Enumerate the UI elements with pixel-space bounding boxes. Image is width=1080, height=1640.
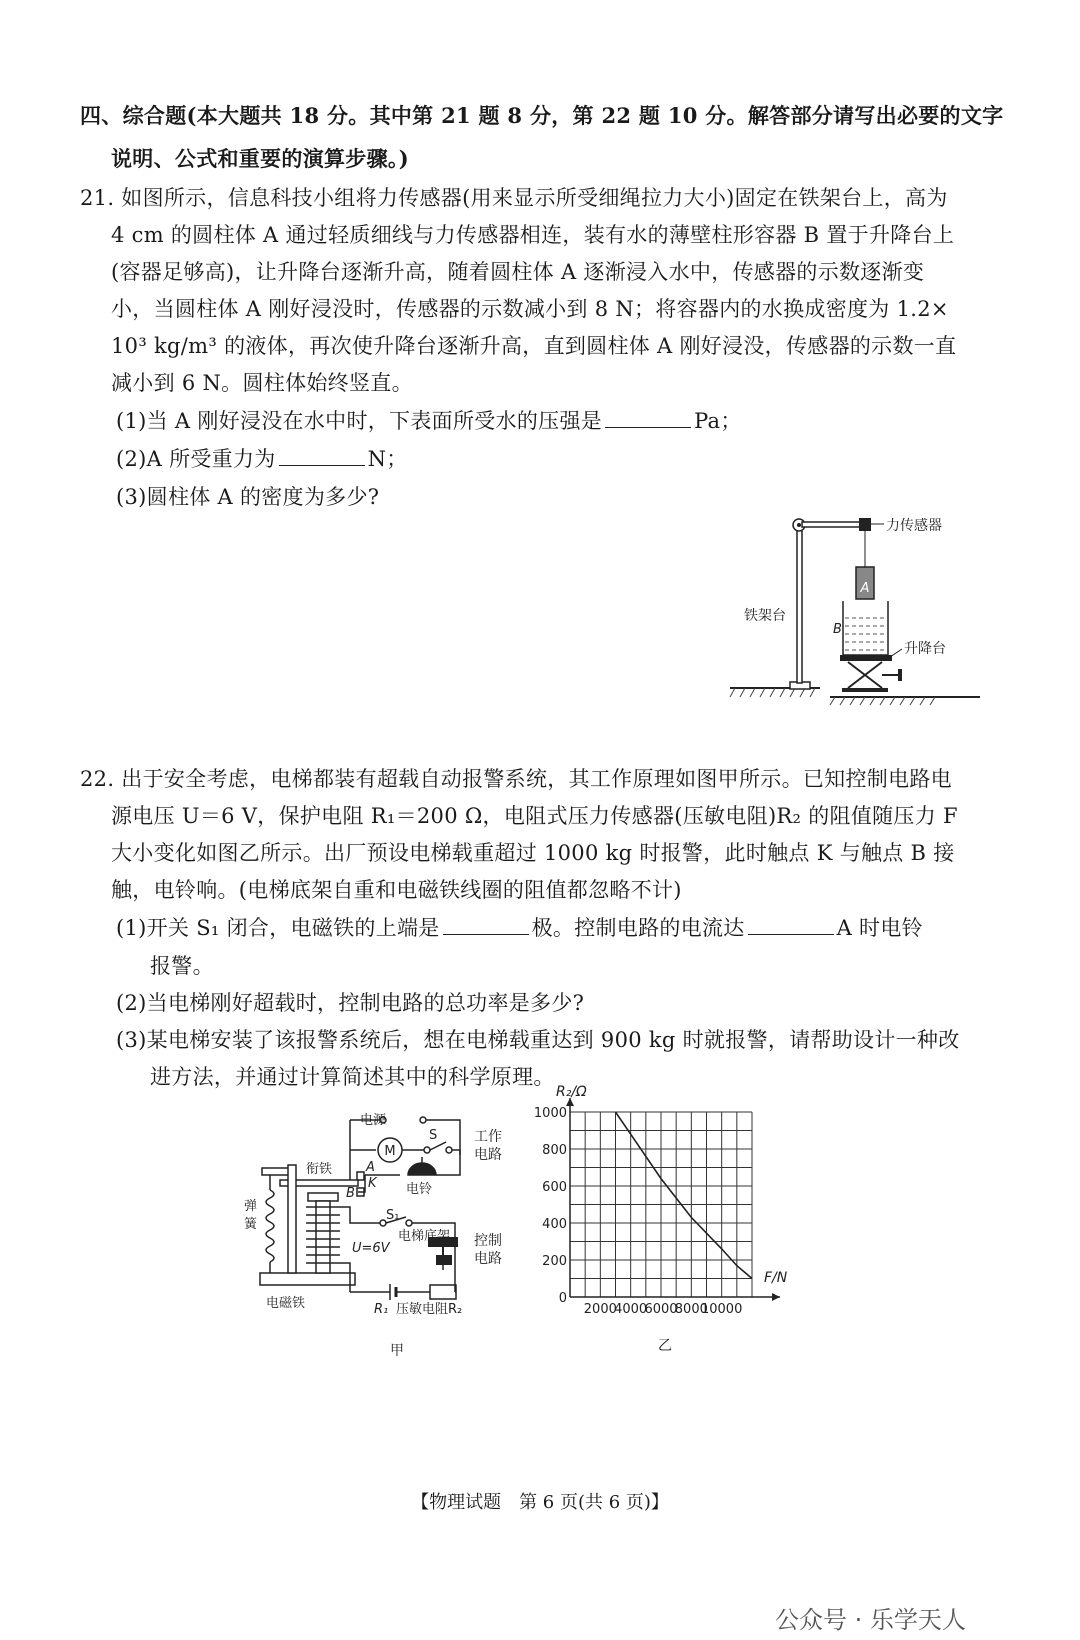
x-tick-label: 10000 xyxy=(700,1302,743,1317)
spring xyxy=(266,1190,274,1262)
base-label: 电梯底架 xyxy=(398,1229,451,1244)
chart-series xyxy=(616,1112,753,1279)
q21-sub3: (3)圆柱体 A 的密度为多少? xyxy=(116,485,380,509)
stand-rod xyxy=(797,525,802,683)
y-tick-label: 200 xyxy=(542,1254,567,1269)
r1-label: R₁ xyxy=(374,1302,389,1317)
x-tick-label: 6000 xyxy=(644,1302,678,1317)
q21-line: 小，当圆柱体 A 刚好浸没时，传感器的示数减小到 8 N；将容器内的水换成密度为 1.2× xyxy=(111,297,949,321)
x-tick-label: 8000 xyxy=(674,1302,708,1317)
y-axis-label: R₂/Ω xyxy=(556,1084,587,1100)
q21-line: 10³ kg/m³ 的液体，再次使升降台逐渐升高，直到圆柱体 A 刚好浸没，传感器的示数一直 xyxy=(111,334,957,358)
r2-force-graph xyxy=(533,1082,810,1362)
y-tick-label: 1000 xyxy=(533,1106,567,1121)
work-label-2: 电路 xyxy=(474,1147,502,1163)
work-label-1: 工作 xyxy=(474,1129,502,1145)
q22-line: 源电压 U＝6 V，保护电阻 R₁＝200 Ω，电阻式压力传感器(压敏电阻)R₂ 的阻值随压力 F xyxy=(111,804,958,828)
q22-sub1-post: A 时电铃 xyxy=(836,916,923,940)
q22-line: 触，电铃响。(电梯底架自重和电磁铁线圈的阻值都忽略不计) xyxy=(111,878,682,902)
q22-sub1-text: (1)开关 S₁ 闭合，电磁铁的上端是 xyxy=(116,916,440,940)
graph-caption: 乙 xyxy=(658,1338,672,1354)
sensor-label: 力传感器 xyxy=(886,518,942,534)
chart-grid xyxy=(570,1112,752,1297)
voltage-label: U=6V xyxy=(352,1241,390,1256)
contact-a-label: A xyxy=(366,1160,375,1175)
power-label: 电源 xyxy=(360,1113,387,1128)
answer-blank[interactable] xyxy=(748,918,834,935)
q21-line: 减小到 6 N。圆柱体始终竖直。 xyxy=(111,371,413,395)
spring-label-1: 弹 xyxy=(244,1199,258,1214)
r2-label: 压敏电阻R₂ xyxy=(396,1302,463,1317)
answer-blank[interactable] xyxy=(605,411,691,428)
q21-figure xyxy=(730,505,990,715)
series-line xyxy=(616,1112,753,1279)
q22-line: 大小变化如图乙所示。出厂预设电梯载重超过 1000 kg 时报警，此时触点 K 与触点 B 接 xyxy=(111,841,955,865)
q21-sub2-unit: N； xyxy=(367,447,408,471)
contact-k-label: K xyxy=(368,1176,377,1191)
cylinder-label: A xyxy=(860,581,870,596)
magnet-label: 电磁铁 xyxy=(266,1296,306,1311)
q21-sub1 xyxy=(116,405,742,435)
q22-sub3-line1: (3)某电梯安装了该报警系统后，想在电梯载重达到 900 kg 时就报警，请帮助设计一种改 xyxy=(116,1028,960,1052)
x-tick-label: 4000 xyxy=(614,1302,648,1317)
chart-ticks xyxy=(534,1106,742,1317)
q22-sub3-line2: 进方法，并通过计算简述其中的科学原理。 xyxy=(150,1065,555,1089)
section-title-line2: 说明、公式和重要的演算步骤。) xyxy=(111,146,409,171)
contact-b-label: B xyxy=(346,1186,355,1201)
motor-label: M xyxy=(384,1144,396,1159)
q21-sub1-unit: Pa； xyxy=(694,409,742,433)
page-footer: 【物理试题 第 6 页(共 6 页)】 xyxy=(411,1492,669,1513)
q21-sub1-text: (1)当 A 刚好浸没在水中时，下表面所受水的压强是 xyxy=(116,409,603,433)
contact-a xyxy=(357,1172,364,1180)
q22-sub1-mid: 极。控制电路的电流达 xyxy=(531,916,745,940)
force-sensor xyxy=(859,518,871,531)
y-tick-label: 400 xyxy=(542,1217,567,1232)
pressure-resistor xyxy=(430,1285,456,1299)
q22-sub1-cont: 报警。 xyxy=(150,954,214,978)
x-tick-label: 2000 xyxy=(583,1302,617,1317)
q21-line: 21. 如图所示，信息科技小组将力传感器(用来显示所受细绳拉力大小)固定在铁架台上，高为 xyxy=(80,186,948,210)
y-tick-label: 600 xyxy=(542,1180,567,1195)
circuit-caption: 甲 xyxy=(390,1343,404,1359)
control-label-2: 电路 xyxy=(474,1251,502,1267)
x-axis-label: F/N xyxy=(764,1270,788,1286)
switch-s-label: S xyxy=(429,1128,438,1143)
container-b xyxy=(843,601,888,655)
q21-line: (容器足够高)，让升降台逐渐升高，随着圆柱体 A 逐渐浸入水中，传感器的示数逐渐变 xyxy=(111,260,925,284)
y-tick-label: 0 xyxy=(558,1291,567,1306)
spring-label-2: 簧 xyxy=(244,1217,258,1232)
x-axis-arrow xyxy=(772,1293,780,1301)
section-title-line1: 四、综合题(本大题共 18 分。其中第 21 题 8 分，第 22 题 10 分。解答部分请写出必要的文字 xyxy=(80,103,1004,128)
q21-line: 4 cm 的圆柱体 A 通过轻质细线与力传感器相连，装有水的薄壁柱形容器 B 置于升降台上 xyxy=(111,223,955,247)
stand-label: 铁架台 xyxy=(744,608,786,624)
lift-platform xyxy=(840,655,892,661)
q22-line: 22. 出于安全考虑，电梯都装有超载自动报警系统，其工作原理如图甲所示。已知控制电路电 xyxy=(80,767,952,791)
bell-icon xyxy=(408,1163,436,1175)
answer-blank[interactable] xyxy=(279,449,365,466)
bell-label: 电铃 xyxy=(406,1182,433,1197)
chart-axes xyxy=(566,1098,780,1301)
q21-sub2 xyxy=(116,443,408,473)
lift-label: 升降台 xyxy=(904,641,946,657)
watermark: 公众号 · 乐学天人 xyxy=(775,1606,966,1634)
y-tick-label: 800 xyxy=(542,1143,567,1158)
q22-sub2: (2)当电梯刚好超载时，控制电路的总功率是多少? xyxy=(116,991,585,1015)
armature-label: 衔铁 xyxy=(306,1162,333,1177)
q21-sub2-text: (2)A 所受重力为 xyxy=(116,447,276,471)
s1-label: S₁ xyxy=(386,1208,400,1223)
container-label: B xyxy=(833,622,842,637)
control-label-1: 控制 xyxy=(474,1233,502,1249)
answer-blank[interactable] xyxy=(443,918,529,935)
q22-sub1 xyxy=(116,912,923,942)
circuit-diagram xyxy=(240,1095,540,1360)
